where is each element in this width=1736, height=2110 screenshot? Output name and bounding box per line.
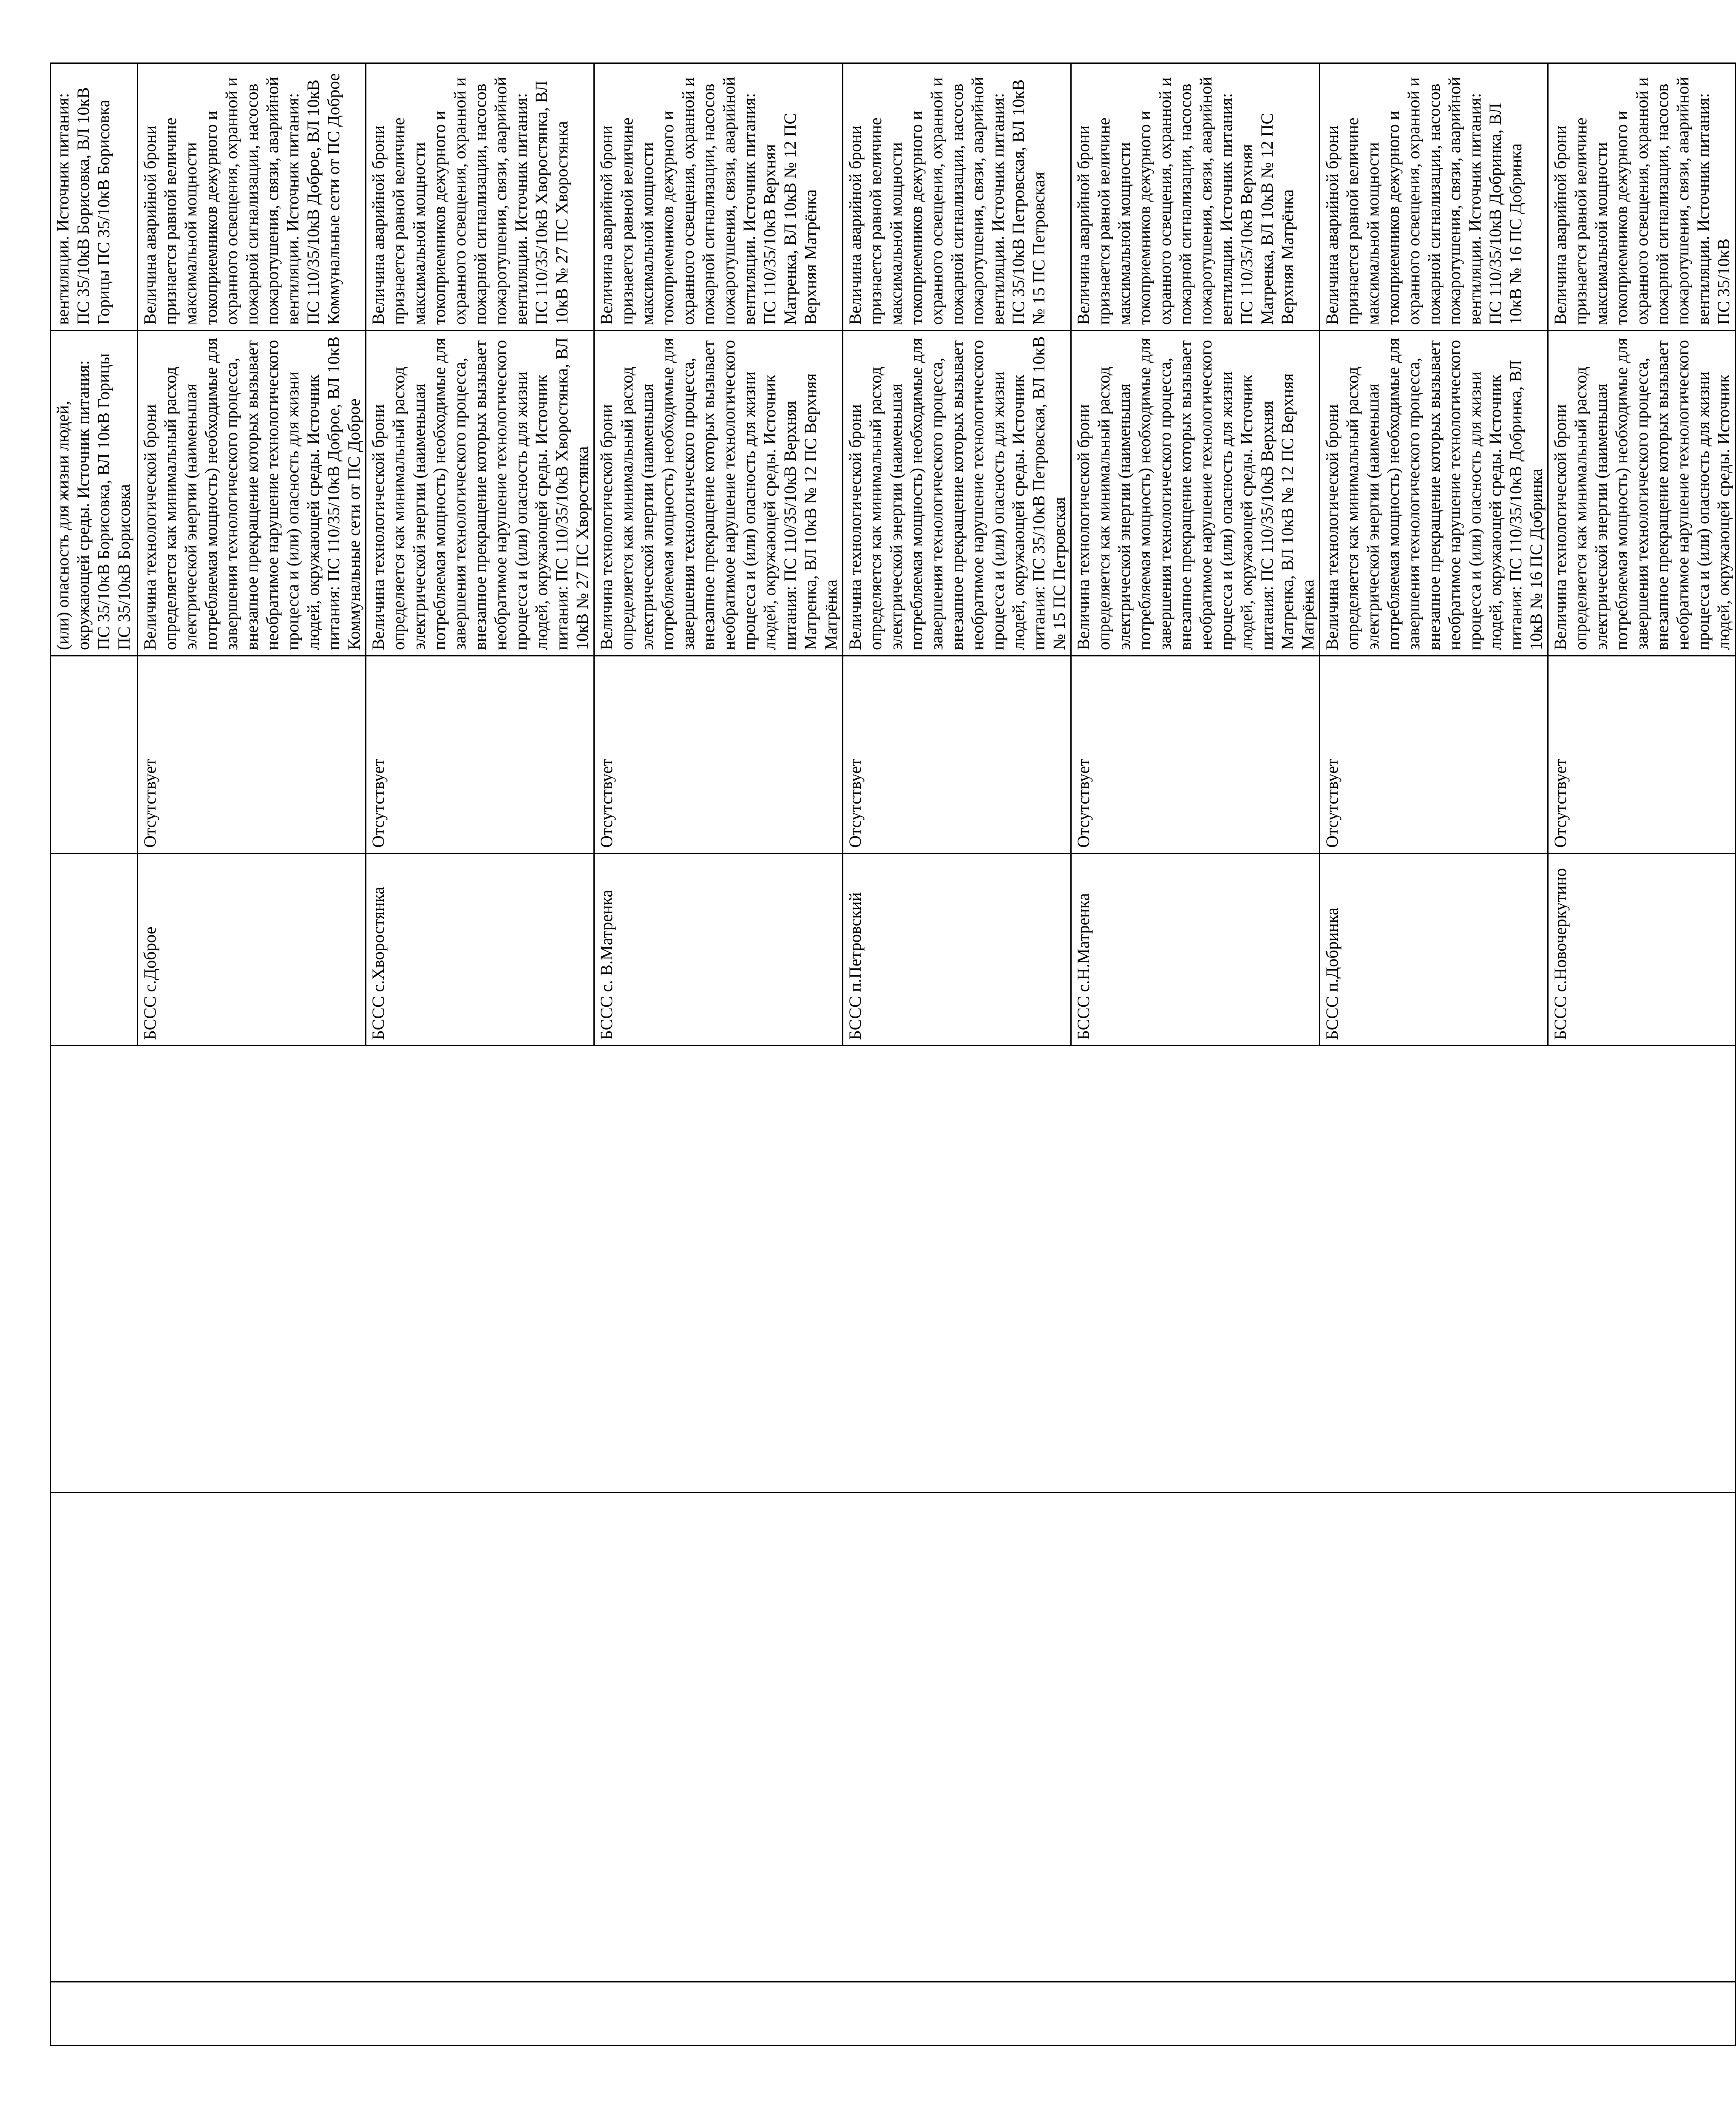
emergency-reserve: Величина аварийной брони признается равной величине максимальной мощности токоприемников дежурного и охранного освещения, охранной и пожарной сигнализации, насосов пожаротушения, связи, аварийной вентиляции. Источник питания: ПС 110/35/10кВ Верхняя Матренка, ВЛ 10кВ № 12 ПС Верхняя Матрёнка	[594, 63, 843, 331]
blank-column-2	[51, 1493, 1736, 1982]
fee-status: Отсутствует	[843, 656, 1071, 854]
technological-reserve: (или) опасность для жизни людей, окружающей среды. Источник питания: ПС 35/10кВ Борисовка, ВЛ 10кВ Горицы ПС 35/10кВ Борисовка	[51, 331, 138, 656]
table-row	[51, 63, 138, 2046]
fee-status: Отсутствует	[1320, 656, 1548, 854]
object-name: БССС п.Петровский	[843, 854, 1071, 1046]
emergency-reserve: Величина аварийной брони признается равной величине максимальной мощности токоприемников дежурного и охранного освещения, охранной и пожарной сигнализации, насосов пожаротушения, связи, аварийной вентиляции. Источник питания: ПС 110/35/10кВ Добринка, ВЛ 10кВ № 16 ПС Добринка	[1320, 63, 1548, 331]
emergency-reserve: Величина аварийной брони признается равной величине максимальной мощности токоприемников дежурного и охранного освещения, охранной и пожарной сигнализации, насосов пожаротушения, связи, аварийной вентиляции. Источник питания: ПС 35/10кВ	[1548, 63, 1736, 331]
technological-reserve: Величина технологической брони определяется как минимальный расход электрической энергии (наименьшая потребляемая мощность) необходимые для завершения технологического процесса, внезапное прекращение которых вызывает необратимое нарушение технологического процесса и (или) опасность для жизни людей, окружающей среды. Источник питания: ПС 110/35/10кВ Доброе, ВЛ 10кВ Коммунальные сети от ПС Доброе	[138, 331, 366, 656]
reservation-table	[50, 62, 1736, 2046]
fee-status: Отсутствует	[1071, 656, 1320, 854]
emergency-reserve: Величина аварийной брони признается равной величине максимальной мощности токоприемников дежурного и охранного освещения, охранной и пожарной сигнализации, насосов пожаротушения, связи, аварийной вентиляции. Источник питания: ПС 110/35/10кВ Верхняя Матренка, ВЛ 10кВ № 12 ПС Верхняя Матрёнка	[1071, 63, 1320, 331]
object-name: БССС с.Новочеркутино	[1548, 854, 1736, 1046]
object-name: БССС с.Хворостянка	[366, 854, 594, 1046]
object-name	[51, 854, 138, 1046]
technological-reserve: Величина технологической брони определяется как минимальный расход электрической энергии (наименьшая потребляемая мощность) необходимые для завершения технологического процесса, внезапное прекращение которых вызывает необратимое нарушение технологического процесса и (или) опасность для жизни людей, окружающей среды. Источник питания: ПС 35/10кВ Петровская, ВЛ 10кВ № 15 ПС Петровская	[843, 331, 1071, 656]
technological-reserve: Величина технологической брони определяется как минимальный расход электрической энергии (наименьшая потребляемая мощность) необходимые для завершения технологического процесса, внезапное прекращение которых вызывает необратимое нарушение технологического процесса и (или) опасность для жизни людей, окружающей среды. Источник питания: ПС 110/35/10кВ Хворостянка, ВЛ 10кВ № 27 ПС Хворостянка	[366, 331, 594, 656]
fee-status	[51, 656, 138, 854]
emergency-reserve: Величина аварийной брони признается равной величине максимальной мощности токоприемников дежурного и охранного освещения, охранной и пожарной сигнализации, насосов пожаротушения, связи, аварийной вентиляции. Источник питания: ПС 110/35/10кВ Доброе, ВЛ 10кВ Коммунальные сети от ПС Доброе	[138, 63, 366, 331]
object-name: БССС п.Добринка	[1320, 854, 1548, 1046]
blank-column-3	[51, 1046, 1736, 1493]
object-name: БССС с. В.Матренка	[594, 854, 843, 1046]
fee-status: Отсутствует	[366, 656, 594, 854]
object-name: БССС с.Доброе	[138, 854, 366, 1046]
emergency-reserve: Величина аварийной брони признается равной величине максимальной мощности токоприемников дежурного и охранного освещения, охранной и пожарной сигнализации, насосов пожаротушения, связи, аварийной вентиляции. Источник питания: ПС 35/10кВ Петровская, ВЛ 10кВ № 15 ПС Петровская	[843, 63, 1071, 331]
object-name: БССС с.Н.Матренка	[1071, 854, 1320, 1046]
technological-reserve: Величина технологической брони определяется как минимальный расход электрической энергии (наименьшая потребляемая мощность) необходимые для завершения технологического процесса, внезапное прекращение которых вызывает необратимое нарушение технологического процесса и (или) опасность для жизни людей, окружающей среды. Источник питания: ПС 110/35/10кВ Верхняя Матренка, ВЛ 10кВ № 12 ПС Верхняя Матрёнка	[1071, 331, 1320, 656]
emergency-reserve: вентиляции. Источник питания: ПС 35/10кВ Борисовка, ВЛ 10кВ Горицы ПС 35/10кВ Борисовка	[51, 63, 138, 331]
fee-status: Отсутствует	[1548, 656, 1736, 854]
technological-reserve: Величина технологической брони определяется как минимальный расход электрической энергии (наименьшая потребляемая мощность) необходимые для завершения технологического процесса, внезапное прекращение которых вызывает необратимое нарушение технологического процесса и (или) опасность для жизни людей, окружающей среды. Источник питания: ПС 110/35/10кВ Верхняя Матренка, ВЛ 10кВ № 12 ПС Верхняя Матрёнка	[594, 331, 843, 656]
technological-reserve: Величина технологической брони определяется как минимальный расход электрической энергии (наименьшая потребляемая мощность) необходимые для завершения технологического процесса, внезапное прекращение которых вызывает необратимое нарушение технологического процесса и (или) опасность для жизни людей, окружающей среды. Источник питания: ПС 110/35/10кВ Добринка, ВЛ 10кВ № 16 ПС Добринка	[1320, 331, 1548, 656]
emergency-reserve: Величина аварийной брони признается равной величине максимальной мощности токоприемников дежурного и охранного освещения, охранной и пожарной сигнализации, насосов пожаротушения, связи, аварийной вентиляции. Источник питания: ПС 110/35/10кВ Хворостянка, ВЛ 10кВ № 27 ПС Хворостянка	[366, 63, 594, 331]
technological-reserve: Величина технологической брони определяется как минимальный расход электрической энергии (наименьшая потребляемая мощность) необходимые для завершения технологического процесса, внезапное прекращение которых вызывает необратимое нарушение технологического процесса и (или) опасность для жизни людей, окружающей среды. Источник	[1548, 331, 1736, 656]
fee-status: Отсутствует	[138, 656, 366, 854]
fee-status: Отсутствует	[594, 656, 843, 854]
blank-column-1	[51, 1982, 1736, 2046]
